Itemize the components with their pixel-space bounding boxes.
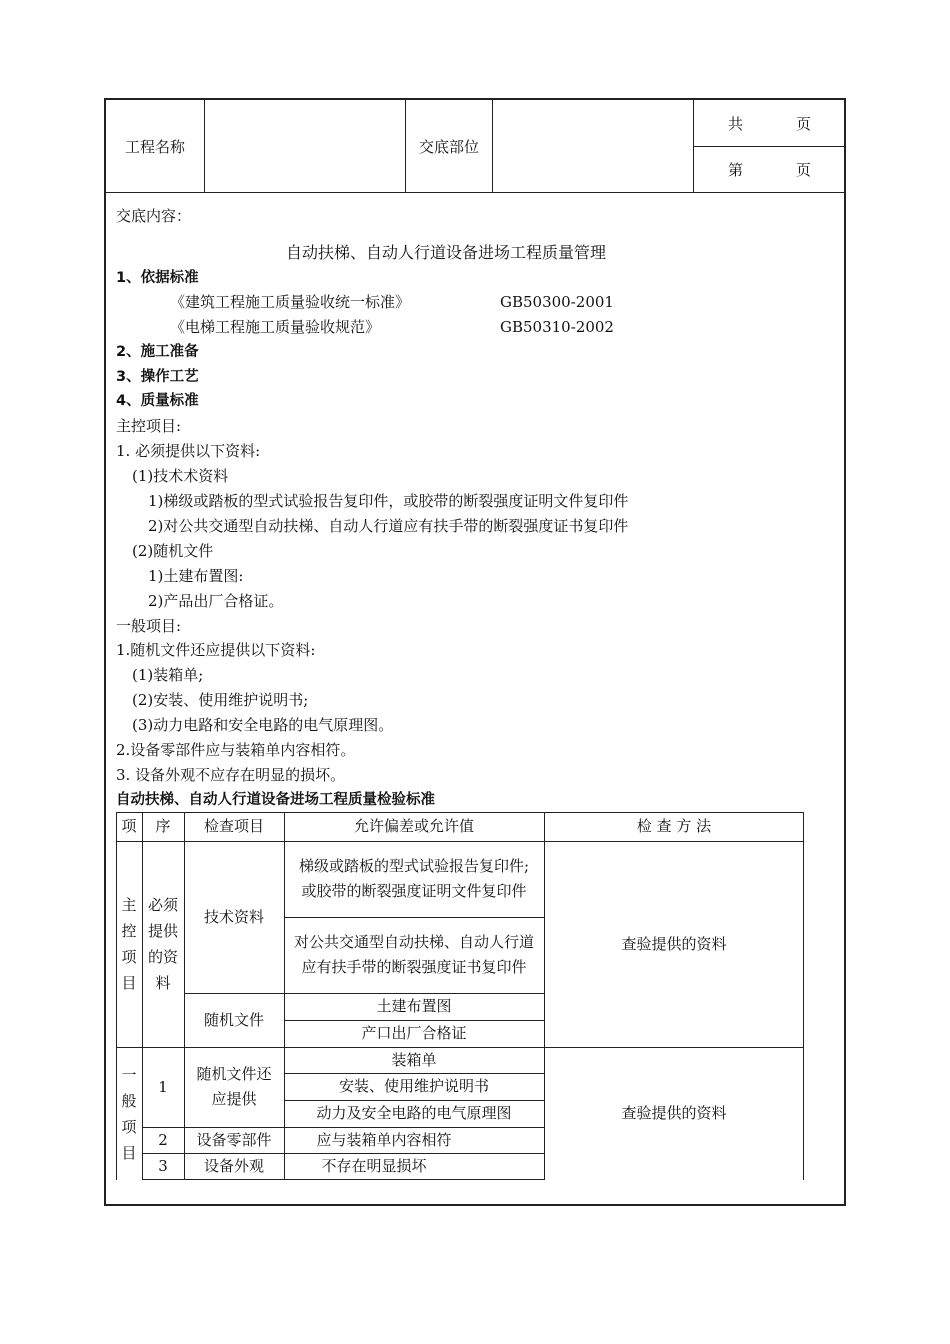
page-unit: 页: [796, 160, 812, 179]
table-title: 自动扶梯、自动人行道设备进场工程质量检验标准: [116, 792, 435, 808]
rand-allow-b: 产口出厂合格证: [361, 1024, 467, 1042]
section-4-heading: 4、质量标准: [116, 393, 199, 409]
standard-2-name: 《电梯工程施工质量验收规范》: [170, 318, 381, 336]
main-item-1a1: 1)梯级或踏板的型式试验报告复印件，或胶带的断裂强度证明文件复印件: [148, 492, 629, 510]
main-item-1: 1. 必须提供以下资料:: [116, 442, 261, 460]
appearance-value-cell: 不存在明显损坏: [321, 1156, 427, 1175]
main-item-1b1: 1)土建布置图:: [148, 567, 244, 585]
main-items-label: 主控项目:: [116, 417, 182, 435]
main-category-cell: 主控项目: [121, 896, 137, 992]
col-method-header: 检 查 方 法: [636, 817, 712, 835]
page-counter: [694, 100, 844, 192]
section-3-heading: 3、操作工艺: [116, 369, 199, 385]
tech-allow-b: [284, 917, 544, 993]
document-frame: [104, 98, 846, 1206]
method-main-cell: 查验提供的资料: [621, 934, 727, 953]
project-name-label: 工程名称: [106, 100, 205, 192]
tech-a2-text: 或胶带的断裂强度证明文件复印件: [301, 882, 527, 900]
general-item-1b: (2)安装、使用维护说明书;: [132, 691, 309, 709]
tech-allow-a: [284, 841, 544, 917]
project-name-value[interactable]: [205, 100, 406, 192]
general-item-2: 2.设备零部件应与装箱单内容相符。: [116, 741, 356, 759]
current-page-row: [694, 146, 844, 192]
col-allow-header: 允许偏差或允许值: [353, 817, 474, 835]
col-item-header: 项: [121, 817, 137, 835]
general-category-cell: 一般项目: [121, 1065, 137, 1162]
location-value[interactable]: [493, 100, 694, 192]
standard-2-code: GB50310-2002: [500, 318, 614, 336]
standard-1-name: 《建筑工程施工质量验收统一标准》: [170, 293, 411, 311]
must-provide-cell: 必须提供的资料: [147, 896, 178, 992]
extra-a-cell: 装箱单: [391, 1050, 437, 1069]
main-item-1a2: 2)对公共交通型自动扶梯、自动人行道应有扶手带的断裂强度证书复印件: [148, 517, 629, 535]
seq-3-cell: 3: [158, 1156, 168, 1175]
general-item-1a: (1)装箱单;: [132, 666, 204, 684]
tech-a1-text: 梯级或踏板的型式试验报告复印件;: [298, 857, 530, 875]
document-title: 自动扶梯、自动人行道设备进场工程质量管理: [286, 243, 607, 262]
col-check-header: 检查项目: [203, 817, 264, 835]
extra-docs-cell: 随机文件还应提供: [196, 1065, 272, 1108]
standard-1-code: GB50300-2001: [500, 293, 614, 311]
rand-allow-a: 土建布置图: [376, 997, 452, 1015]
header-table: [106, 100, 844, 193]
general-items-label: 一般项目:: [116, 617, 182, 635]
col-seq-header: 序: [155, 817, 171, 835]
method-general-cell: 查验提供的资料: [621, 1104, 727, 1122]
section-2-heading: 2、施工准备: [116, 344, 199, 360]
total-label: 共: [728, 114, 744, 133]
tech-docs-cell: 技术资料: [203, 907, 264, 926]
seq-1-cell: 1: [158, 1077, 168, 1096]
general-item-1: 1.随机文件还应提供以下资料:: [116, 641, 316, 659]
tech-b1-text: 对公共交通型自动扶梯、自动人行道: [293, 933, 534, 951]
random-docs-cell: 随机文件: [203, 1010, 264, 1029]
extra-b-cell: 安装、使用维护说明书: [338, 1077, 489, 1095]
parts-value-cell: 应与装箱单内容相符: [316, 1130, 452, 1149]
main-item-1a: (1)技术术资料: [132, 467, 229, 485]
appearance-cell: 设备外观: [203, 1156, 264, 1175]
main-item-1b: (2)随机文件: [132, 542, 214, 560]
tech-b2-text: 应有扶手带的断裂强度证书复印件: [301, 958, 527, 976]
general-item-3: 3. 设备外观不应存在明显的损坏。: [116, 766, 346, 784]
extra-c-cell: 动力及安全电路的电气原理图: [316, 1104, 512, 1122]
location-label: 交底部位: [406, 100, 493, 192]
inspection-table: [116, 812, 804, 1180]
seq-2-cell: 2: [158, 1130, 168, 1149]
main-item-1b2: 2)产品出厂合格证。: [148, 592, 284, 610]
intro-label: 交底内容：: [116, 207, 192, 225]
parts-cell: 设备零部件: [196, 1130, 272, 1149]
total-pages-row: [694, 100, 844, 147]
page-label: 第: [728, 160, 744, 179]
section-1-heading: 1、依据标准: [116, 270, 199, 286]
general-item-1c: (3)动力电路和安全电路的电气原理图。: [132, 716, 394, 734]
total-page-unit: 页: [796, 114, 812, 133]
